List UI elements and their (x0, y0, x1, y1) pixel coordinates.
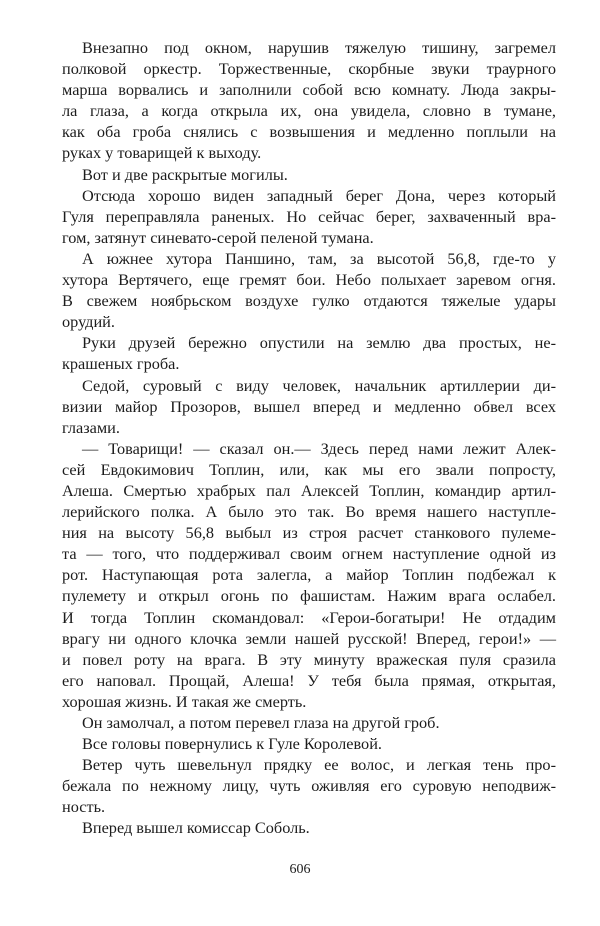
paragraph (62, 185, 556, 248)
text-line: хорошая жизнь. И такая же смерть. (62, 691, 307, 711)
paragraph (62, 164, 556, 185)
text-line: его наповал. Прощай, Алеша! У тебя была прямая, открытая, (62, 670, 556, 690)
text-line: рот. Наступающая рота залегла, а майор Топлин подбежал к (62, 565, 556, 585)
paragraph (62, 332, 556, 374)
paragraph (62, 248, 556, 332)
text-line: И тогда Топлин скомандовал: «Герои-богатыри! Не отдадим (62, 607, 556, 627)
paragraph (62, 375, 556, 438)
text-line: крашеных гроба. (62, 354, 180, 374)
text-line: ность. (62, 797, 106, 817)
text-line: В свежем ноябрьском воздухе гулко отдаются тяжелые удары (62, 291, 556, 311)
text-line: та — того, что поддерживал своим огнем наступление одной из (62, 544, 556, 564)
paragraph (62, 733, 556, 754)
text-line: Все головы повернулись к Гуле Королевой. (82, 734, 382, 754)
text-line: пулемету и открыл огонь по фашистам. Нажим врага ослабел. (62, 586, 556, 606)
text-line: визии майор Прозоров, вышел вперед и медленно обвел всех (62, 396, 556, 416)
text-line: Седой, суровый с виду человек, начальник артиллерии ди- (82, 375, 556, 395)
paragraph (62, 817, 556, 838)
text-line: Он замолчал, а потом перевел глаза на другой гроб. (82, 713, 440, 732)
text-line: Внезапно под окном, нарушив тяжелую тишину, загремел (82, 38, 556, 57)
text-line: ла глаза, а когда открыла их, она увидела, словно в тумане, (62, 101, 556, 121)
text-line: и повел роту на врага. В эту минуту вражеская пуля сразила (62, 649, 556, 669)
text-line: Руки друзей бережно опустили на землю два простых, не- (82, 333, 556, 353)
text-line: глазами. (62, 417, 120, 437)
text-line: лерийского полка. А было это так. Во время нашего наступле- (62, 502, 556, 522)
text-line: орудий. (62, 312, 115, 332)
text-line: ния на высоту 56,8 выбыл из строя расчет станкового пулеме- (62, 523, 556, 543)
text-line: Алеша. Смертью храбрых пал Алексей Топлин, командир артил- (62, 480, 556, 500)
text-line: сей Евдокимович Топлин, или, как мы его звали попросту, (62, 459, 556, 479)
text-line: Отсюда хорошо виден западный берег Дона, через который (82, 185, 556, 205)
page-body (62, 37, 556, 839)
paragraph (62, 754, 556, 817)
paragraph (62, 438, 556, 712)
text-line: гом, затянут синевато-серой пеленой тумана. (62, 227, 374, 247)
text-line: врагу ни одного клочка земли нашей русской! Вперед, герои!» — (62, 628, 556, 648)
text-line: хутора Вертячего, еще гремят бои. Небо полыхает заревом огня. (62, 270, 556, 290)
text-line: Вперед вышел комиссар Соболь. (82, 818, 310, 838)
text-line: марша ворвались и заполнили собой всю комнату. Люда закры- (62, 80, 556, 100)
text-line: Гуля переправляла раненых. Но сейчас берег, захваченный вра- (62, 206, 556, 226)
text-line: Ветер чуть шевельнул прядку ее волос, и легкая тень про- (82, 755, 556, 775)
paragraph (62, 712, 556, 733)
text-line: Вот и две раскрытые могилы. (82, 164, 288, 184)
text-line: — Товарищи! — сказал он.— Здесь перед нами лежит Алек- (82, 438, 556, 458)
page-number: 606 (289, 862, 311, 877)
paragraph (62, 37, 556, 164)
text-line: полковой оркестр. Торжественные, скорбные звуки траурного (62, 59, 556, 79)
text-line: А южнее хутора Паншино, там, за высотой 56,8, где-то у (82, 248, 556, 268)
text-line: бежала по нежному лицу, чуть оживляя его суровую неподвиж- (62, 776, 556, 796)
text-line: руках у товарищей к выходу. (62, 143, 262, 163)
text-line: как оба гроба снялись с возвышения и медленно поплыли на (62, 122, 556, 142)
